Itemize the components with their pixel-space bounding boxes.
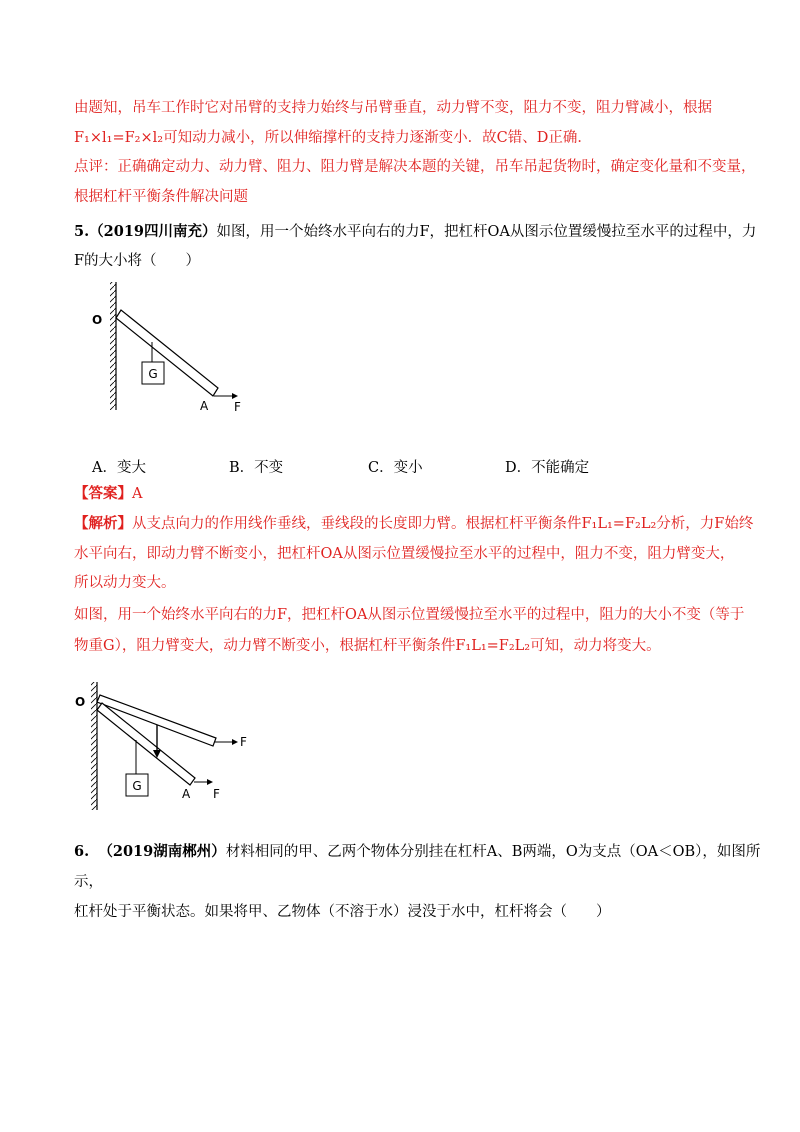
q6-text-1: 材料相同的甲、乙两个物体分别挂在杠杆A、B两端，O为支点（OA＜OB），如图所 [225,844,761,860]
end-label: A [182,787,191,801]
q5-option-b[interactable]: B．不变 [229,460,284,476]
answer-value: A [132,486,143,502]
analysis-tag: 【解析】 [74,515,132,532]
lever-oa [116,310,218,396]
q5-option-a[interactable]: A．变大 [92,460,146,476]
q5-stem-line-1 [74,222,756,242]
q5-analysis-line-2: 水平向右，即动力臂不断变小，把杠杆OA从图示位置缓慢拉至水平的过程中，阻力不变，阻力臂变大， [74,546,735,562]
end-label: A [200,399,209,413]
answer-tag: 【答案】 [74,485,132,502]
force-label-upper: F [240,735,247,749]
q6-stem-line-2: 示， [74,874,103,890]
force-label-lower: F [213,787,220,801]
q5-answer [74,484,142,504]
force-arrowhead [232,393,238,399]
q5-stem-line-2: F的大小将（ ） [74,253,201,269]
q5-analysis-figure [72,680,272,815]
pivot-label: O [92,313,103,327]
wall-hatch [91,682,97,810]
q5-option-d[interactable]: D．不能确定 [505,460,590,476]
q5-analysis-line-5: 物重G），阻力臂变大，动力臂不断变小，根据杠杆平衡条件F₁L₁=F₂L₂可知，动力将变大。 [74,638,661,654]
force-arrowhead-upper [232,739,238,745]
prev-comment-line-2: 根据杠杆平衡条件解决问题 [74,189,248,205]
force-label: F [234,400,241,414]
weight-label: G [132,779,142,793]
wall-hatch [110,282,116,410]
prev-solution-line-2: F₁×l₁=F₂×l₂可知动力减小，所以伸缩撑杆的支持力逐渐变小．故C错、D正确． [74,130,592,146]
q5-text-1: 如图，用一个始终水平向右的力F，把杠杆OA从图示位置缓慢拉至水平的过程中，力 [216,224,757,240]
q6-source: （2019湖南郴州） [98,843,226,860]
prev-comment-line-1: 点评：正确确定动力、动力臂、阻力、阻力臂是解决本题的关键，吊车吊起货物时，确定变化量和不变量， [74,159,756,175]
q5-analysis-line-3: 所以动力变大。 [74,575,176,591]
q5-number: 5. [74,223,90,240]
prev-solution-line-1: 由题知，吊车工作时它对吊臂的支持力始终与吊臂垂直，动力臂不变，阻力不变，阻力臂减小，根据 [74,100,712,116]
q5-analysis-line-4: 如图，用一个始终水平向右的力F，把杠杆OA从图示位置缓慢拉至水平的过程中，阻力的大小不变（等于 [74,607,745,623]
q6-stem-line-1 [74,842,760,862]
force-arrowhead-lower [207,779,213,785]
q5-lever-figure [90,280,280,415]
q5-analysis-line-1: 【解析】从支点向力的作用线作垂线，垂线段的长度即力臂。根据杠杆平衡条件F₁L₁=F₂L₂分析，力F始终 [74,515,754,532]
q5-source: （2019四川南充） [89,223,217,240]
q6-number: 6. [74,843,90,860]
q6-stem-line-3: 杠杆处于平衡状态。如果将甲、乙物体（不溶于水）浸没于水中，杠杆将会（ ） [74,904,611,920]
pivot-label: O [75,695,86,709]
weight-label: G [148,367,158,381]
q5-option-c[interactable]: C．变小 [368,460,423,476]
